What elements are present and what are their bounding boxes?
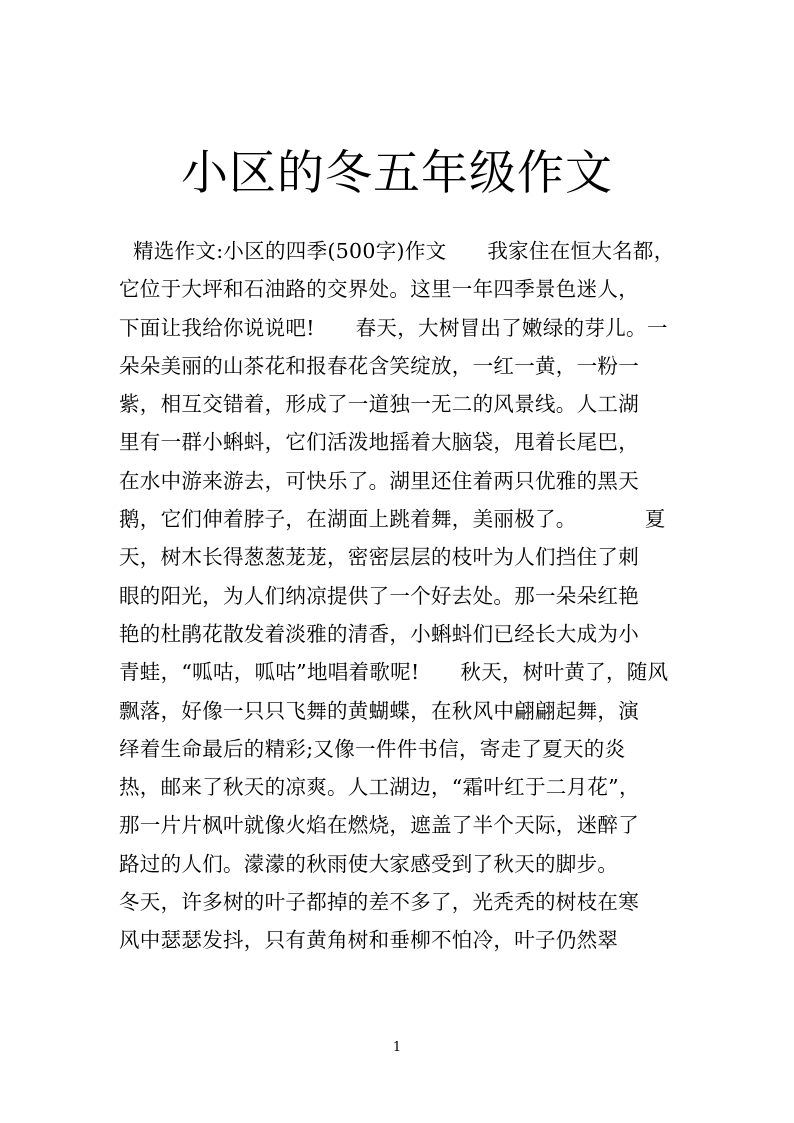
- essay-line: 飘落，好像一只只飞舞的黄蝴蝶，在秋风中翩翩起舞，演: [119, 698, 639, 723]
- essay-line: 朵朵美丽的山茶花和报春花含笑绽放，一红一黄，一粉一: [119, 353, 639, 378]
- essay-line: 它位于大坪和石油路的交界处。这里一年四季景色迷人，: [119, 277, 639, 302]
- essay-line: 在水中游来游去，可快乐了。湖里还住着两只优雅的黑天: [119, 468, 639, 493]
- essay-line: 艳的杜鹃花散发着淡雅的清香，小蝌蚪们已经长大成为小: [119, 621, 639, 646]
- essay-line: 天，树木长得葱葱茏茏，密密层层的枝叶为人们挡住了刺: [119, 545, 639, 570]
- essay-line: 冬天，许多树的叶子都掉的差不多了，光秃秃的树枝在寒: [119, 890, 639, 915]
- page-number: 1: [392, 1040, 402, 1055]
- document-title: 小区的冬五年级作文: [181, 146, 613, 201]
- essay-line: 眼的阳光，为人们纳凉提供了一个好去处。那一朵朵红艳: [119, 583, 639, 608]
- essay-line: 鹅，它们伸着脖子，在湖面上跳着舞，美丽极了。 夏: [119, 507, 666, 532]
- essay-line: 热，邮来了秋天的凉爽。人工湖边，“霜叶红于二月花”，: [119, 775, 640, 800]
- essay-line: 风中瑟瑟发抖，只有黄角树和垂柳不怕冷，叶子仍然翠: [119, 928, 619, 953]
- essay-line: 路过的人们。濛濛的秋雨使大家感受到了秋天的脚步。: [119, 851, 619, 876]
- essay-line: 精选作文:小区的四季(500字)作文 我家住在恒大名都，: [133, 239, 675, 263]
- essay-line: 那一片片枫叶就像火焰在燃烧，遮盖了半个天际，迷醉了: [119, 813, 639, 838]
- essay-line: 青蛙，“呱咕，呱咕”地唱着歌呢! 秋天，树叶黄了，随风: [119, 660, 669, 685]
- essay-line: 绎着生命最后的精彩;又像一件件书信，寄走了夏天的炎: [119, 736, 626, 761]
- essay-body: [119, 232, 689, 960]
- essay-line: 紫，相互交错着，形成了一道独一无二的风景线。人工湖: [119, 392, 639, 417]
- essay-line: 里有一群小蝌蚪，它们活泼地摇着大脑袋，甩着长尾巴，: [119, 430, 639, 455]
- essay-line: 下面让我给你说说吧! 春天，大树冒出了嫩绿的芽儿。一: [119, 315, 668, 340]
